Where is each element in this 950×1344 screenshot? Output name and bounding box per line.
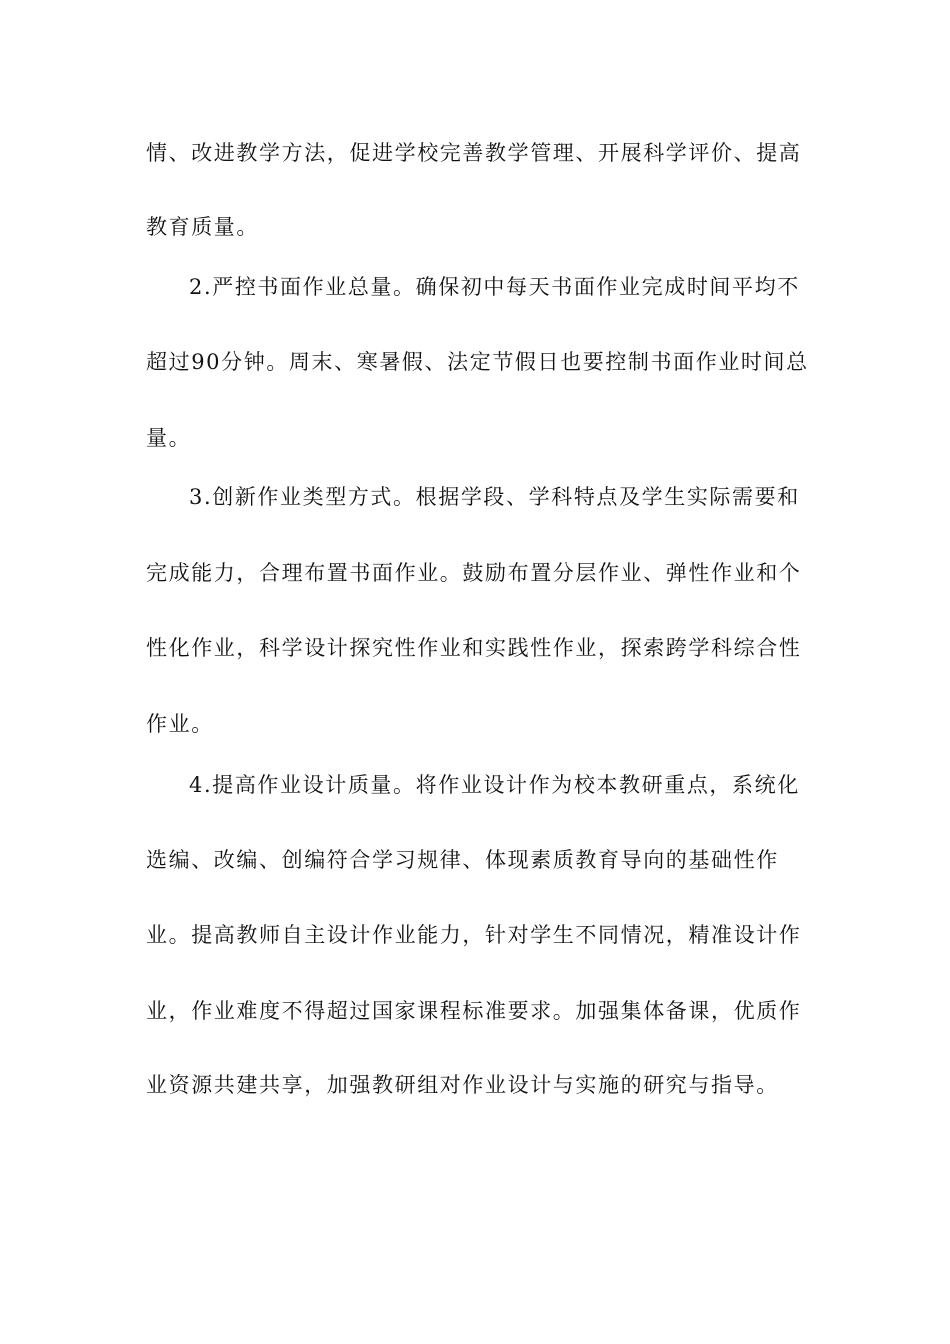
paragraph-3-first-line: 3.创新作业类型方式。根据学段、学科特点及学生实际需要和 xyxy=(189,485,800,509)
text-line-1: 情、改进教学方法，促进学校完善教学管理、开展科学评价、提高 xyxy=(146,141,802,165)
text-line-4: 超过90分钟。周末、寒暑假、法定节假日也要控制书面作业时间总 xyxy=(146,350,809,374)
text-line-8: 性化作业，科学设计探究性作业和实践性作业，探索跨学科综合性 xyxy=(146,636,802,660)
paragraph-4-first-line: 4.提高作业设计质量。将作业设计作为校本教研重点，系统化 xyxy=(189,773,800,797)
text-line-5: 量。 xyxy=(146,426,192,450)
text-line-13: 业，作业难度不得超过国家课程标准要求。加强集体备课，优质作 xyxy=(146,999,802,1023)
text-line-9: 作业。 xyxy=(146,712,214,736)
text-line-7: 完成能力，合理布置书面作业。鼓励布置分层作业、弹性作业和个 xyxy=(146,561,802,585)
paragraph-2-first-line: 2.严控书面作业总量。确保初中每天书面作业完成时间平均不 xyxy=(189,275,800,299)
text-line-12: 业。提高教师自主设计作业能力，针对学生不同情况，精准设计作 xyxy=(146,923,802,947)
text-line-14: 业资源共建共享，加强教研组对作业设计与实施的研究与指导。 xyxy=(146,1073,779,1097)
text-line-11: 选编、改编、创编符合学习规律、体现素质教育导向的基础性作 xyxy=(146,848,779,872)
text-line-2: 教育质量。 xyxy=(146,215,259,239)
